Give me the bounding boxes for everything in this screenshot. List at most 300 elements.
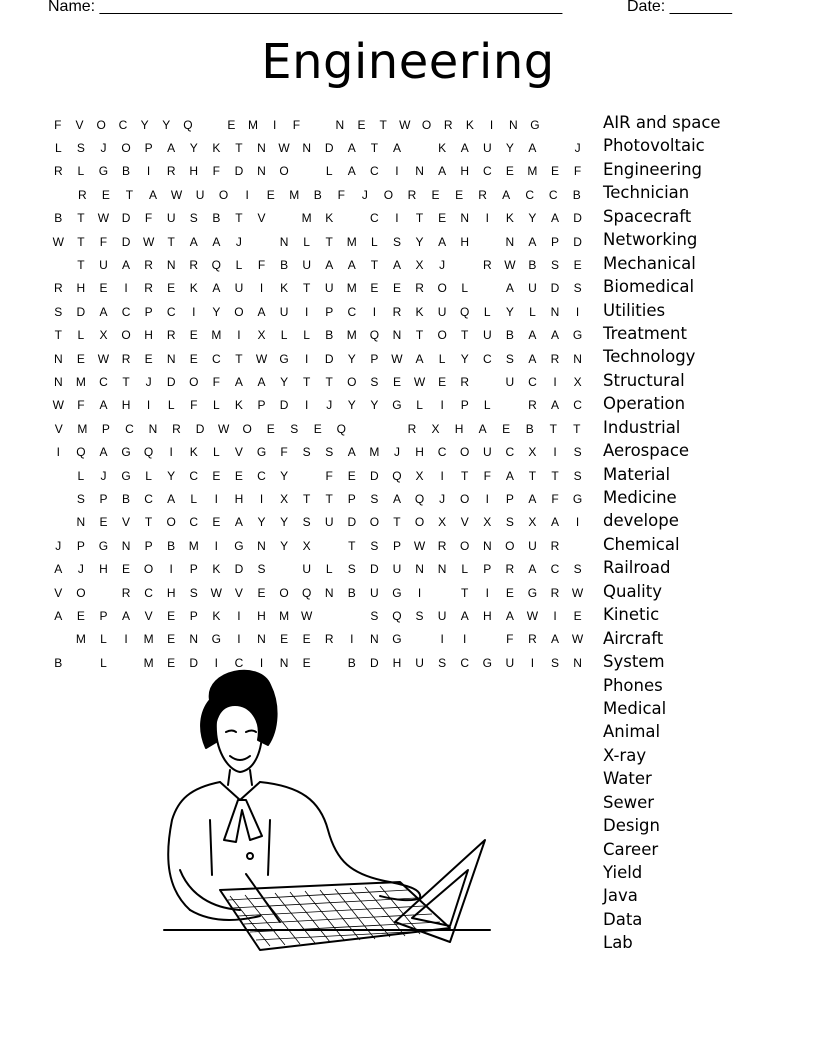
grid-letter: T — [302, 491, 311, 506]
grid-letter: N — [148, 421, 158, 436]
grid-letter: C — [257, 468, 266, 483]
grid-letter: E — [212, 468, 221, 483]
grid-letter: C — [166, 304, 176, 319]
name-date-line — [48, 0, 748, 20]
grid-letter: U — [279, 304, 289, 319]
grid-letter: A — [438, 164, 447, 179]
grid-letter: I — [273, 117, 277, 132]
grid-letter: G — [256, 445, 267, 460]
grid-letter: L — [190, 491, 198, 506]
grid-letter: U — [528, 538, 537, 553]
grid-letter: S — [370, 538, 379, 553]
grid-letter: E — [167, 608, 176, 623]
grid-row — [47, 230, 589, 253]
grid-letter: R — [53, 281, 63, 296]
grid-letter: D — [324, 141, 334, 156]
grid-letter — [47, 188, 71, 202]
grid-letter: V — [54, 585, 63, 600]
grid-letter: Q — [301, 585, 312, 600]
grid-letter: K — [505, 211, 514, 226]
grid-letter: L — [77, 468, 85, 483]
grid-letter: D — [121, 211, 131, 226]
grid-row — [47, 370, 589, 393]
grid-letter: M — [301, 211, 312, 226]
grid-letter: E — [234, 468, 243, 483]
grid-letter: C — [370, 164, 379, 179]
grid-letter: C — [505, 445, 515, 460]
grid-letter: P — [347, 491, 356, 506]
grid-letter: A — [528, 141, 537, 156]
grid-letter: R — [550, 585, 560, 600]
grid-letter: L — [371, 234, 378, 249]
word-list-item: Chemical — [603, 534, 680, 554]
grid-letter: L — [100, 655, 107, 670]
grid-letter: F — [212, 374, 220, 389]
grid-letter: S — [347, 562, 356, 577]
grid-letter: C — [460, 655, 470, 670]
grid-letter: I — [553, 608, 557, 623]
grid-row — [47, 324, 589, 347]
grid-letter: C — [482, 164, 492, 179]
grid-letter: S — [76, 141, 85, 156]
grid-letter: V — [144, 608, 153, 623]
grid-letter: Y — [280, 374, 289, 389]
grid-letter: D — [347, 515, 357, 530]
grid-letter: C — [550, 562, 560, 577]
grid-letter: K — [212, 608, 221, 623]
grid-letter: V — [122, 515, 131, 530]
grid-letter: E — [212, 515, 221, 530]
grid-letter — [273, 562, 296, 576]
grid-letter: S — [392, 234, 401, 249]
grid-letter: W — [571, 585, 584, 600]
grid-letter: A — [460, 608, 469, 623]
grid-letter: E — [122, 562, 131, 577]
grid-letter: X — [302, 538, 311, 553]
grid-letter: L — [303, 234, 310, 249]
grid-letter: U — [415, 655, 424, 670]
word-list-item: Kinetic — [603, 605, 660, 625]
grid-letter: B — [54, 655, 63, 670]
grid-letter: I — [304, 398, 309, 413]
grid-letter: J — [574, 141, 581, 156]
grid-letter: A — [551, 211, 560, 226]
grid-letter: Y — [140, 117, 149, 132]
grid-letter: C — [528, 374, 537, 389]
grid-letter: O — [143, 562, 154, 577]
grid-letter: N — [279, 655, 289, 670]
grid-letter — [70, 656, 93, 670]
grid-letter: W — [142, 234, 155, 249]
grid-letter: T — [302, 281, 311, 296]
grid-letter: I — [485, 585, 489, 600]
grid-letter: X — [415, 258, 424, 273]
grid-letter — [453, 258, 476, 272]
engineer-drafting-illustration — [150, 660, 495, 960]
grid-letter: R — [189, 258, 199, 273]
grid-row — [47, 207, 589, 230]
grid-letter: H — [189, 164, 199, 179]
grid-letter: A — [528, 351, 537, 366]
grid-letter: H — [460, 234, 470, 249]
word-list-item: Water — [603, 769, 652, 789]
grid-letter: C — [482, 351, 492, 366]
grid-letter: L — [529, 304, 536, 319]
grid-letter: B — [525, 421, 534, 436]
grid-letter: O — [414, 515, 425, 530]
grid-letter: V — [75, 117, 84, 132]
grid-letter: T — [370, 141, 379, 156]
grid-letter: R — [478, 187, 487, 202]
grid-letter: N — [257, 164, 266, 179]
grid-letter: T — [549, 421, 557, 436]
grid-letter: L — [483, 398, 491, 413]
grid-letter: G — [572, 328, 583, 343]
grid-letter: P — [189, 562, 198, 577]
grid-letter: P — [392, 538, 401, 553]
grid-letter: R — [324, 632, 334, 647]
grid-letter: H — [144, 328, 153, 343]
grid-row — [47, 183, 589, 206]
grid-letter: M — [75, 632, 86, 647]
grid-letter: G — [98, 164, 109, 179]
word-list-item: Operation — [603, 394, 686, 414]
grid-letter — [544, 141, 567, 155]
grid-letter: L — [167, 398, 175, 413]
grid-letter: W — [97, 211, 110, 226]
grid-letter: O — [460, 445, 470, 460]
grid-letter: Q — [143, 445, 154, 460]
grid-letter: I — [245, 187, 249, 202]
word-list-item: Technology — [603, 347, 696, 367]
grid-letter: N — [508, 117, 518, 132]
grid-letter: A — [502, 187, 511, 202]
grid-letter: M — [289, 187, 300, 202]
grid-letter: X — [431, 421, 440, 436]
grid-letter: L — [461, 562, 469, 577]
grid-letter: W — [97, 351, 110, 366]
grid-letter — [47, 469, 70, 483]
grid-letter: R — [505, 562, 515, 577]
grid-letter: T — [235, 211, 243, 226]
grid-letter: T — [415, 328, 424, 343]
grid-letter: S — [302, 445, 311, 460]
grid-letter: Y — [167, 468, 176, 483]
grid-letter: L — [235, 258, 243, 273]
grid-letter — [408, 141, 431, 155]
grid-letter: S — [370, 491, 379, 506]
grid-letter: B — [528, 258, 537, 273]
word-list-item: Java — [603, 886, 638, 906]
grid-letter: G — [211, 632, 221, 647]
grid-letter: T — [325, 374, 333, 389]
grid-letter: W — [391, 351, 403, 366]
grid-letter: S — [76, 491, 85, 506]
grid-letter: P — [505, 491, 514, 506]
grid-letter: I — [56, 445, 60, 460]
grid-letter: W — [300, 608, 313, 623]
grid-letter: A — [505, 608, 514, 623]
grid-letter — [250, 235, 273, 249]
grid-letter: A — [257, 304, 266, 319]
grid-letter: L — [303, 328, 310, 343]
grid-letter: H — [166, 585, 176, 600]
word-list-item: System — [603, 652, 665, 672]
grid-letter: N — [257, 538, 266, 553]
grid-letter: X — [573, 374, 582, 389]
grid-letter: N — [166, 351, 176, 366]
grid-letter: F — [257, 258, 266, 273]
grid-row — [47, 534, 589, 557]
grid-letter: W — [170, 187, 183, 202]
grid-letter: J — [439, 491, 446, 506]
grid-letter — [499, 398, 522, 412]
grid-letter: A — [460, 141, 469, 156]
grid-letter: B — [122, 491, 131, 506]
grid-letter — [408, 632, 431, 646]
grid-letter: O — [505, 538, 515, 553]
grid-letter — [273, 211, 296, 225]
grid-letter: R — [144, 258, 153, 273]
grid-letter: E — [502, 421, 511, 436]
grid-letter: E — [76, 351, 85, 366]
grid-letter: I — [259, 655, 264, 670]
grid-letter: I — [124, 281, 128, 296]
grid-row — [47, 113, 589, 136]
grid-letter: I — [553, 445, 557, 460]
grid-letter: K — [234, 398, 243, 413]
grid-letter: E — [347, 468, 356, 483]
grid-letter: D — [370, 655, 379, 670]
word-list-item: develope — [603, 511, 679, 531]
grid-letter: A — [122, 608, 131, 623]
word-list-item: Sewer — [603, 792, 655, 812]
grid-letter: A — [54, 608, 63, 623]
grid-row — [47, 487, 589, 510]
grid-letter: A — [167, 141, 176, 156]
grid-letter: N — [573, 655, 582, 670]
grid-letter: F — [54, 117, 62, 132]
grid-letter: C — [144, 491, 153, 506]
grid-letter: F — [506, 632, 514, 647]
grid-letter: F — [573, 164, 582, 179]
grid-letter: O — [279, 585, 289, 600]
grid-letter: A — [528, 328, 537, 343]
grid-row — [47, 160, 589, 183]
grid-letter: P — [144, 538, 153, 553]
grid-letter: E — [167, 281, 176, 296]
grid-letter: T — [325, 234, 333, 249]
grid-letter: N — [324, 585, 334, 600]
grid-letter: N — [437, 562, 447, 577]
grid-row — [47, 394, 589, 417]
grid-letter: I — [124, 632, 128, 647]
grid-letter: E — [280, 632, 289, 647]
grid-letter — [476, 375, 499, 389]
grid-letter: U — [392, 562, 402, 577]
grid-letter: Y — [370, 398, 379, 413]
grid-letter: X — [280, 491, 289, 506]
grid-letter — [546, 118, 568, 132]
grid-letter: L — [77, 328, 85, 343]
grid-letter: A — [347, 258, 356, 273]
grid-letter: I — [237, 328, 241, 343]
grid-letter: C — [347, 304, 357, 319]
grid-letter: I — [575, 515, 580, 530]
word-list-item: Yield — [603, 863, 643, 882]
grid-letter: M — [143, 655, 154, 670]
grid-letter: X — [528, 515, 537, 530]
grid-letter: D — [121, 234, 131, 249]
grid-letter: T — [348, 538, 356, 553]
grid-letter: T — [235, 141, 243, 156]
grid-letter: O — [460, 538, 470, 553]
grid-letter: Q — [183, 117, 193, 132]
grid-letter: G — [530, 117, 540, 132]
grid-letter: H — [99, 562, 108, 577]
word-list-item: Treatment — [603, 323, 687, 343]
grid-letter: E — [144, 351, 153, 366]
grid-row — [47, 581, 589, 604]
grid-letter: D — [234, 562, 244, 577]
grid-letter: T — [302, 374, 311, 389]
grid-letter: O — [121, 328, 131, 343]
grid-letter: I — [214, 538, 218, 553]
grid-row — [47, 464, 589, 487]
grid-letter: N — [482, 538, 492, 553]
grid-letter: I — [417, 585, 422, 600]
grid-letter: E — [76, 608, 85, 623]
grid-letter: F — [551, 491, 559, 506]
grid-letter: S — [573, 281, 582, 296]
grid-row — [47, 604, 589, 627]
grid-letter — [47, 492, 70, 506]
grid-letter: B — [347, 585, 356, 600]
grid-letter: B — [313, 187, 322, 202]
grid-letter: L — [212, 445, 220, 460]
grid-letter: G — [392, 585, 402, 600]
grid-letter: Y — [162, 117, 171, 132]
grid-letter: J — [235, 234, 242, 249]
grid-letter — [377, 422, 401, 436]
grid-letter: Q — [392, 608, 402, 623]
grid-letter: M — [346, 234, 357, 249]
grid-letter: E — [266, 421, 275, 436]
grid-letter: F — [190, 398, 198, 413]
grid-letter: J — [55, 538, 62, 553]
grid-letter: L — [483, 304, 491, 319]
grid-letter: S — [54, 304, 63, 319]
grid-letter: Y — [280, 515, 289, 530]
grid-letter: I — [372, 304, 377, 319]
word-list-item: Industrial — [603, 417, 681, 437]
word-list-item: Aerospace — [603, 441, 690, 461]
grid-letter: I — [214, 655, 218, 670]
grid-letter: J — [393, 445, 400, 460]
grid-letter: G — [482, 655, 492, 670]
grid-letter: N — [550, 304, 560, 319]
grid-letter: K — [465, 117, 474, 132]
grid-letter: B — [347, 655, 356, 670]
grid-letter: C — [99, 374, 108, 389]
grid-letter: I — [485, 491, 489, 506]
grid-row — [47, 136, 589, 159]
grid-letter: D — [573, 234, 582, 249]
grid-letter: F — [325, 468, 333, 483]
grid-letter: A — [551, 515, 560, 530]
grid-letter: Y — [212, 304, 221, 319]
grid-letter: N — [166, 258, 176, 273]
grid-letter: E — [357, 117, 366, 132]
grid-letter: A — [528, 491, 537, 506]
grid-letter: A — [505, 468, 514, 483]
grid-letter: C — [548, 187, 558, 202]
grid-letter: L — [54, 141, 62, 156]
grid-letter: U — [370, 585, 379, 600]
grid-letter: D — [550, 281, 560, 296]
grid-letter: J — [100, 468, 107, 483]
grid-letter — [199, 118, 221, 132]
grid-letter: G — [279, 351, 289, 366]
grid-letter: G — [392, 632, 402, 647]
grid-letter: M — [346, 328, 357, 343]
grid-letter: A — [99, 445, 108, 460]
grid-letter: I — [169, 445, 173, 460]
grid-letter: N — [460, 211, 470, 226]
grid-letter: D — [189, 655, 199, 670]
grid-letter: I — [237, 608, 241, 623]
grid-letter: X — [483, 515, 492, 530]
grid-letter: F — [212, 164, 220, 179]
grid-letter: A — [392, 258, 401, 273]
grid-letter: I — [575, 304, 580, 319]
grid-letter: U — [437, 608, 447, 623]
grid-letter: Q — [392, 468, 402, 483]
grid-letter: I — [553, 374, 557, 389]
grid-letter: Q — [414, 491, 425, 506]
grid-letter: W — [413, 374, 426, 389]
grid-letter: Y — [189, 141, 198, 156]
grid-letter: W — [504, 258, 516, 273]
grid-letter: A — [347, 141, 356, 156]
word-list-item: Career — [603, 839, 659, 859]
grid-letter: W — [413, 538, 426, 553]
grid-letter: C — [370, 211, 379, 226]
grid-letter: I — [146, 398, 151, 413]
grid-letter: I — [304, 304, 309, 319]
grid-letter: M — [279, 608, 290, 623]
grid-letter: Q — [369, 328, 380, 343]
grid-letter: C — [144, 585, 153, 600]
grid-letter: P — [551, 234, 560, 249]
grid-letter: E — [99, 281, 108, 296]
grid-letter: O — [121, 141, 131, 156]
grid-letter: M — [77, 421, 88, 436]
grid-letter: N — [370, 632, 379, 647]
grid-letter: P — [325, 304, 334, 319]
grid-letter: I — [214, 491, 218, 506]
grid-row — [47, 440, 589, 463]
grid-letter: R — [460, 374, 470, 389]
grid-letter: W — [255, 351, 268, 366]
grid-letter: S — [325, 445, 334, 460]
grid-letter: C — [189, 515, 199, 530]
grid-letter: T — [77, 211, 85, 226]
word-list-item: Biomedical — [603, 277, 695, 297]
grid-letter: R — [528, 632, 537, 647]
grid-letter: A — [167, 491, 176, 506]
grid-letter: D — [279, 398, 289, 413]
